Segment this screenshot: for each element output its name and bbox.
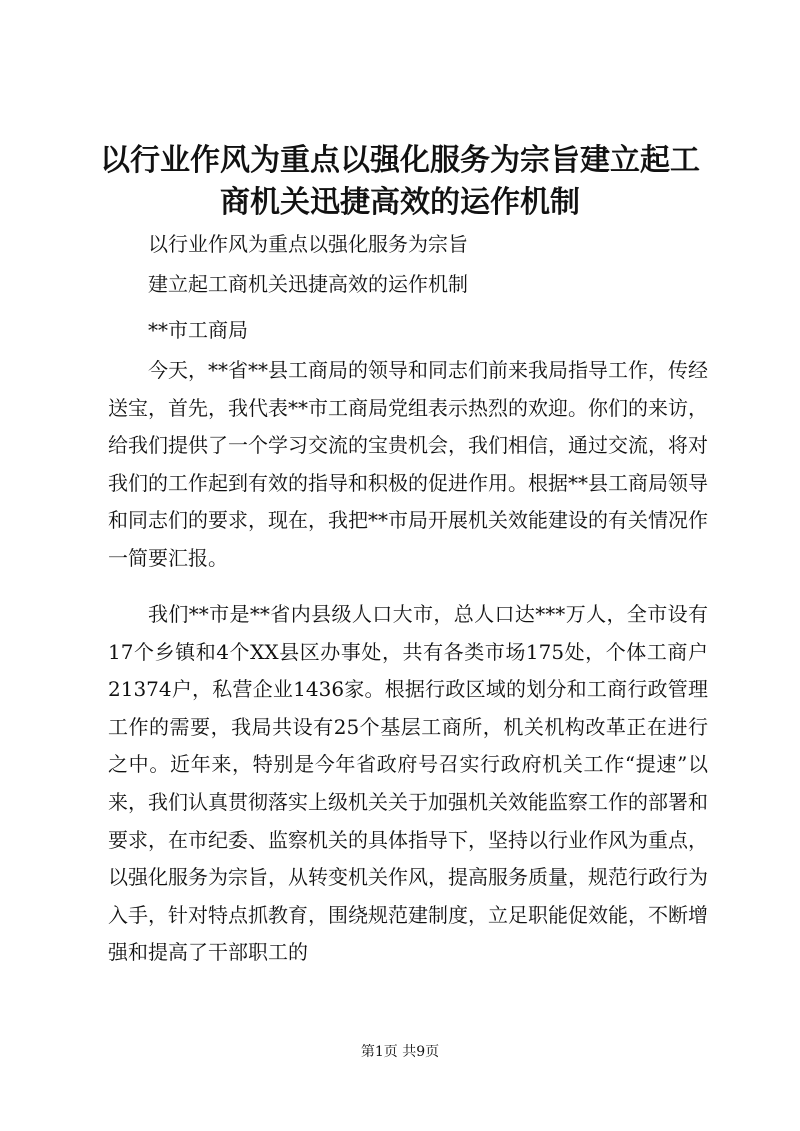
- author-line: **市工商局: [148, 318, 248, 342]
- page-number-footer: 第1页 共9页: [360, 1044, 440, 1060]
- paragraph-1: 今天，**省**县工商局的领导和同志们前来我局指导工作，传经送宝，首先，我代表**市工商局党组表示热烈的欢迎。你们的来访，给我们提供了一个学习交流的宝贵机会，我们相信，通过交流，将对我们的工作起到有效的指导和积极的促进作用。根据**县工商局领导和同志们的要求，现在，我把**市局开展机关效能建设的有关情况作一简要汇报。: [108, 358, 708, 570]
- subtitle-line-1: 以行业作风为重点以强化服务为宗旨: [148, 232, 468, 256]
- document-title: [90, 140, 710, 224]
- title-line-2: 商机关迅捷高效的运作机制: [220, 185, 580, 220]
- title-line-1: 以行业作风为重点以强化服务为宗旨建立起工: [100, 143, 700, 178]
- subtitle-line-2: 建立起工商机关迅捷高效的运作机制: [148, 272, 468, 296]
- paragraph-2: 我们**市是**省内县级人口大市，总人口达***万人，全市设有17个乡镇和4个XX县区办事处，共有各类市场175处，个体工商户21374户，私营企业1436家。根据行政区域的划分和工商行政管理工作的需要，我局共设有25个基层工商所，机关机构改革正在进行之中。近年来，特别是今年省政府号召实行政府机关工作“提速”以来，我们认真贯彻落实上级机关关于加强机关效能监察工作的部署和要求，在市纪委、监察机关的具体指导下，坚持以行业作风为重点，以强化服务为宗旨，从转变机关作风，提高服务质量，规范行政行为入手，针对特点抓教育，围绕规范建制度，立足职能促效能，不断增强和提高了干部职工的: [108, 602, 708, 965]
